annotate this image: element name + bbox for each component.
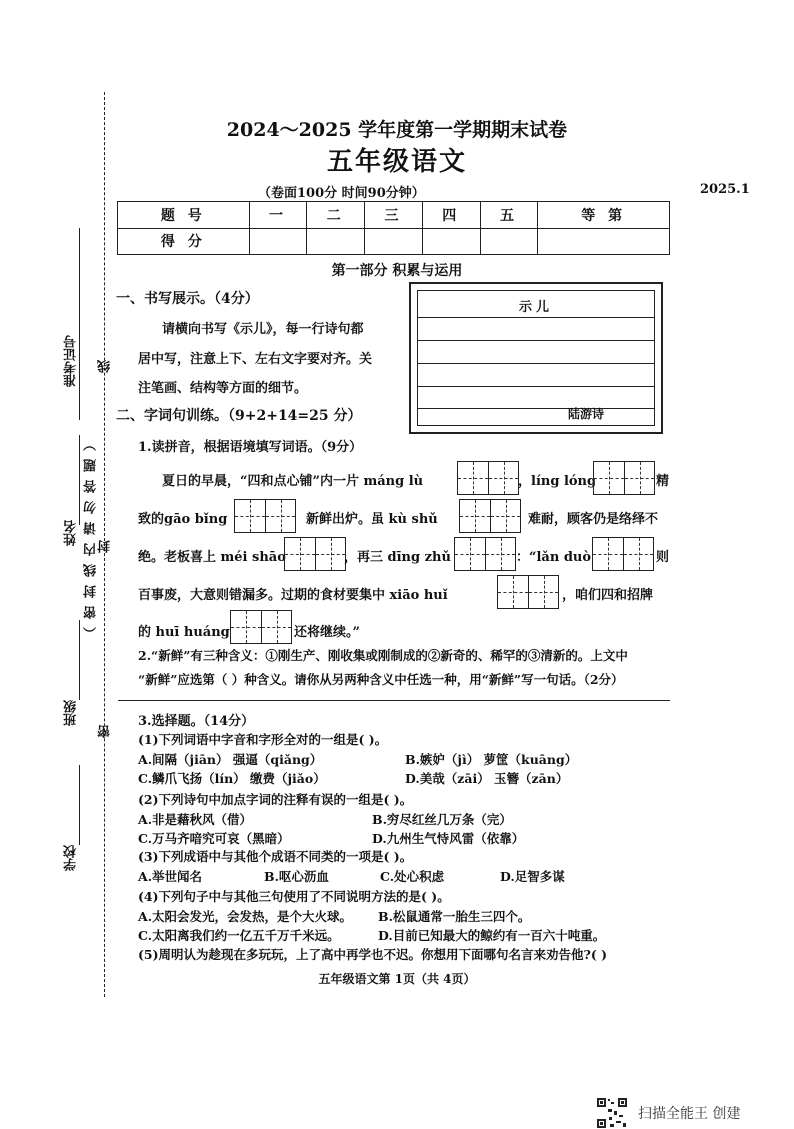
subject-title: 五年级语文 [326,147,467,177]
para-line4-a: 百事废，大意则错漏多。过期的食材要集中 xiāo huǐ [138,588,448,603]
para-line3-b: ，再三 dīng zhǔ [344,550,451,565]
part1-title: 第一部分 积累与运用 [331,263,463,279]
score-table [117,201,670,255]
exam-date: 2025.1 [700,182,750,197]
para-line2-b: 新鲜出炉。虽 kù shǔ [306,512,438,527]
mc-q3-option-d: D.足智多谋 [500,869,565,884]
mc-q2-option-a: A.非是藉秋风（借） [138,812,253,827]
mc-q4-option-d: D.目前已知最大的鲸约有一百六十吨重。 [378,928,606,943]
score-cell[interactable] [480,228,538,255]
mc-q1-option-b: B.嫉妒（jì） 萝筐（kuāng） [405,752,578,767]
para-line3-d: 则 [656,550,670,565]
score-cell[interactable] [365,228,423,255]
score-header-cell: 一 [249,202,307,229]
scanner-brand-watermark: 扫描全能王 创建 [638,1106,741,1122]
score-header-cell: 二 [307,202,365,229]
section1-text-line1: 请横向书写《示儿》，每一行诗句都 [162,322,364,337]
mc-q4-option-a: A.太阳会发光，会发热，是个大火球。 [138,909,353,924]
name-label: 姓名 [64,520,79,546]
section1-text-line3: 注笔画、结构等方面的细节。 [138,381,308,396]
poem-writing-box[interactable] [409,282,663,434]
score-header-cell: 五 [480,202,538,229]
exam-title: 2024～2025 学年度第一学期期末试卷 [226,119,568,141]
para-line3-a: 绝。老板喜上 méi shāo [138,550,286,565]
score-header-cell: 四 [422,202,480,229]
mc-q2: (2)下列诗句中加点字词的注释有误的一组是( )。 [138,792,413,807]
para-line5-a: 的 huī huáng [138,625,230,640]
mc-q1-option-a: A.间隔（jiān） 强逼（qiǎng） [138,752,323,767]
class-label: 班级 [64,700,79,726]
pinyin-grid-xiaohui[interactable] [497,575,559,609]
mc-q1-option-c: C.鳞爪飞扬（lín） 缴费（jiǎo） [138,771,326,786]
mc-q3-option-b: B.呕心沥血 [264,869,329,884]
score-row-label: 得 分 [118,228,250,255]
mc-q2-option-d: D.九州生气恃风雷（依靠） [372,831,525,846]
para-line5-b: 还将继续。” [294,625,360,640]
school-label: 学校 [64,845,79,871]
q2-text-line2: “新鲜”应选第（ ）种含义。请你从另两种含义中任选一种，用“新鲜”写一句话。（2分） [138,672,624,687]
score-cell[interactable] [422,228,480,255]
poem-inner-frame [417,290,655,426]
score-table-score-row [118,228,670,255]
exam-id-blank[interactable] [79,228,80,420]
poem-line [418,340,654,341]
score-cell[interactable] [538,228,670,255]
seal-notice: （密封线内请勿答题） [84,430,99,640]
score-cell[interactable] [307,228,365,255]
pinyin-grid-dingzhu[interactable] [454,537,516,571]
mc-q3: (3)下列成语中与其他个成语不同类的一项是( )。 [138,849,413,864]
q2-text-line1: 2.“新鲜”有三种含义：①刚生产、刚收集或刚制成的②新奇的、稀罕的③清新的。上文中 [138,648,628,663]
exam-id-label: 准考证号 [64,335,79,387]
para-line1-b: ，líng lóng [518,474,597,489]
score-header-cell: 等 第 [538,202,670,229]
exam-info: （卷面100分 时间90分钟） [258,186,425,201]
mc-q4-option-c: C.太阳离我们约一亿五千万千米远。 [138,928,340,943]
pinyin-grid-landuo[interactable] [592,537,654,571]
section1-text-line2: 居中写，注意上下、左右文字要对齐。关 [138,352,373,367]
mc-q2-option-c: C.万马齐喑究可哀（黑暗） [138,831,290,846]
binding-secret-char: 密 [98,725,113,738]
para-line2-a: 致的gāo bǐng [138,512,228,527]
poem-line [418,408,654,409]
mc-q4: (4)下列句子中与其他三句使用了不同说明方法的是( )。 [138,889,450,904]
page-footer: 五年级语文第 1页（共 4页） [318,972,476,986]
para-line3-c: ：“lǎn duò [516,550,592,565]
mc-q3-option-a: A.举世闻名 [138,869,203,884]
answer-line[interactable] [118,700,670,701]
poem-title: 示儿 [518,300,553,315]
score-header-cell: 三 [365,202,423,229]
poem-line [418,317,654,318]
section2-title: 二、字词句训练。（9+2+14=25 分） [116,408,362,424]
mc-q3-option-c: C.处心积虑 [380,869,445,884]
poem-line [418,386,654,387]
para-line1-c: 精 [656,474,670,489]
binding-seal-char: 封 [98,540,113,553]
binding-line-char: 线 [98,360,113,373]
class-blank[interactable] [79,620,80,700]
poem-line [418,363,654,364]
para-line4-b: ，咱们四和招牌 [562,588,654,603]
score-header-cell: 题 号 [118,202,250,229]
mc-q1: (1)下列词语中字音和字形全对的一组是( )。 [138,732,388,747]
section1-title: 一、书写展示。（4分） [116,291,259,307]
section3-title: 3.选择题。（14分） [138,714,255,729]
mc-q1-option-d: D.美哉（zāi） 玉簪（zān） [405,771,569,786]
score-table-header-row [118,202,670,229]
mc-q5: (5)周明认为趁现在多玩玩，上了高中再学也不迟。你想用下面哪句名言来劝告他?( ) [138,947,608,962]
name-blank[interactable] [79,435,80,525]
pinyin-grid-linglong[interactable] [593,461,655,495]
pinyin-grid-gaobing[interactable] [234,499,296,533]
poem-author: 陆游诗 [567,407,604,421]
para-line1-a: 夏日的早晨，“四和点心铺”内一片 máng lù [162,474,424,489]
mc-q4-option-b: B.松鼠通常一胎生三四个。 [378,909,531,924]
school-blank[interactable] [79,765,80,845]
qr-code-icon [596,1097,628,1129]
q1-title: 1.读拼音，根据语境填写词语。（9分） [138,440,363,455]
mc-q2-option-b: B.穷尽红丝几万条（完） [372,812,512,827]
pinyin-grid-huihuang[interactable] [230,610,292,644]
pinyin-grid-kushu[interactable] [459,499,521,533]
pinyin-grid-manglu[interactable] [457,461,519,495]
score-cell[interactable] [249,228,307,255]
pinyin-grid-meishao[interactable] [284,537,346,571]
para-line2-c: 难耐，顾客仍是络绎不 [528,512,659,527]
